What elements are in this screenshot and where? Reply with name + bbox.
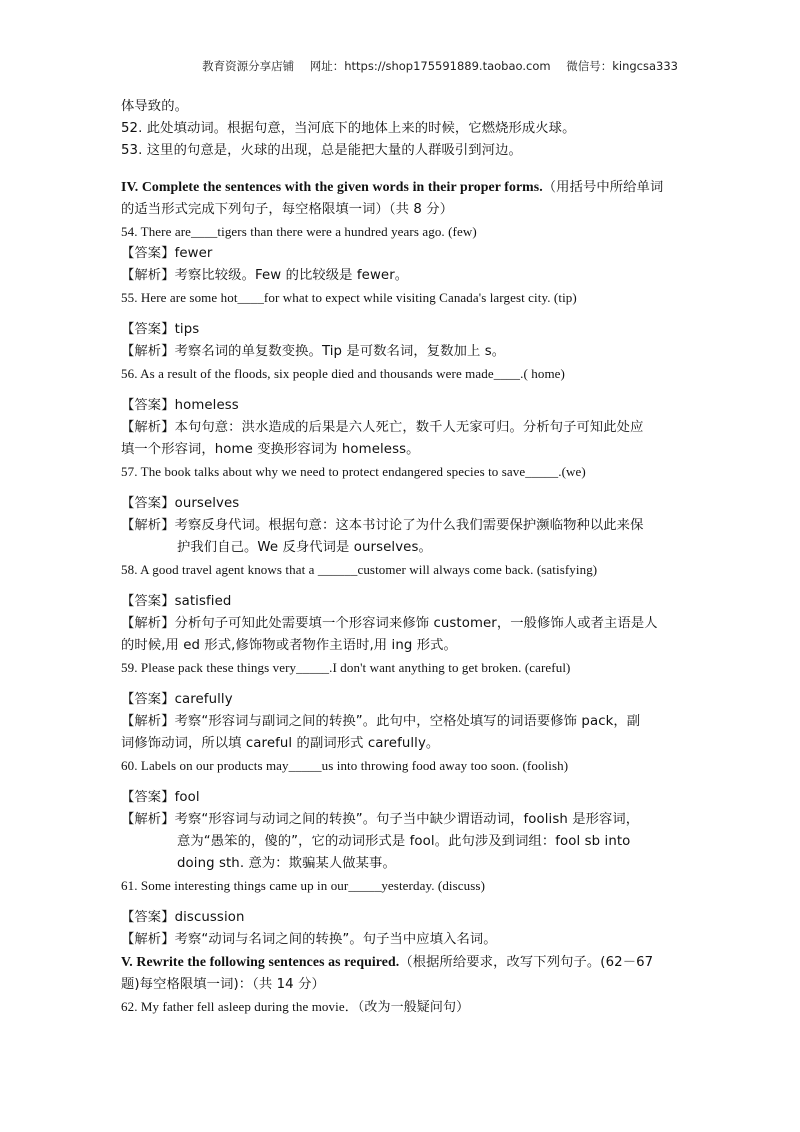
- explanation-59-cont: 词修饰动词，所以填 careful 的副词形式 carefully。: [121, 736, 440, 751]
- explanation-58-cont: 的时候,用 ed 形式,修饰物或者物作主语时,用 ing 形式。: [121, 638, 457, 653]
- explanation-60-cont2: doing sth. 意为：欺骗某人做某事。: [177, 856, 396, 871]
- question-61: 61. Some interesting things came up in our_____yesterday. (discuss): [121, 878, 486, 893]
- question-59: 59. Please pack these things very_____.I don't want anything to get broken. (careful): [121, 660, 571, 675]
- section-heading-iv: [121, 176, 681, 199]
- answer-61: 【答案】discussion: [121, 910, 245, 925]
- question-56: 56. As a result of the floods, six people died and thousands were made____.( home): [121, 366, 565, 381]
- text-line: 52. 此处填动词。根据句意，当河底下的地体上来的时候，它燃烧形成火球。: [121, 121, 576, 136]
- question-62: 62. My father fell asleep during the movie．（改为一般疑问句）: [121, 999, 470, 1014]
- section-v-instruction-cont: 题)每空格限填一词)：（共 14 分）: [121, 977, 325, 992]
- question-57: 57. The book talks about why we need to protect endangered species to save_____.(we): [121, 464, 586, 479]
- document-body: [121, 96, 681, 1018]
- explanation-60-cont: 意为“愚笨的，傻的”，它的动词形式是 fool。此句涉及到词组：fool sb into: [177, 834, 631, 849]
- explanation-56-cont: 填一个形容词，home 变换形容词为 homeless。: [121, 442, 420, 457]
- explanation-56: 【解析】本句句意：洪水造成的后果是六人死亡，数千人无家可归。分析句子可知此处应: [121, 420, 644, 435]
- answer-57: 【答案】ourselves: [121, 496, 240, 511]
- section-v-instruction: （根据所给要求，改写下列句子。(62－67: [399, 955, 654, 970]
- section-iv-instruction: （用括号中所给单词: [542, 180, 664, 195]
- question-60: 60. Labels on our products may_____us into throwing food away too soon. (foolish): [121, 758, 569, 773]
- explanation-60: 【解析】考察“形容词与动词之间的转换”。句子当中缺少谓语动词，foolish 是形容词，: [121, 812, 640, 827]
- url-label: [310, 59, 551, 73]
- explanation-57: 【解析】考察反身代词。根据句意：这本书讨论了为什么我们需要保护濒临物种以此来保: [121, 518, 644, 533]
- explanation-59: 【解析】考察“形容词与副词之间的转换”。此句中，空格处填写的词语要修饰 pack，副: [121, 714, 641, 729]
- text-line: 体导致的。: [121, 99, 188, 114]
- answer-54: 【答案】fewer: [121, 246, 213, 261]
- url-label-text: 网址：: [309, 59, 345, 73]
- explanation-58: 【解析】分析句子可知此处需要填一个形容词来修饰 customer，一般修饰人或者主语是人: [121, 616, 658, 631]
- answer-55: 【答案】tips: [121, 322, 200, 337]
- answer-59: 【答案】carefully: [121, 692, 233, 707]
- section-iv-title: IV. Complete the sentences with the given words in their proper forms.: [121, 179, 543, 194]
- shop-name: 教育资源分享店铺: [202, 59, 295, 73]
- wechat-id: kingcsa333: [612, 59, 678, 73]
- section-heading-v: [121, 951, 681, 974]
- answer-60: 【答案】fool: [121, 790, 200, 805]
- section-v-title: V. Rewrite the following sentences as required.: [121, 954, 400, 969]
- explanation-57-cont: 护我们自己。We 反身代词是 ourselves。: [177, 540, 432, 555]
- question-58: 58. A good travel agent knows that a ______customer will always come back. (satisfying): [121, 562, 598, 577]
- question-55: 55. Here are some hot____for what to expect while visiting Canada's largest city. (tip): [121, 290, 577, 305]
- explanation-61: 【解析】考察“动词与名词之间的转换”。句子当中应填入名词。: [121, 932, 497, 947]
- answer-58: 【答案】satisfied: [121, 594, 232, 609]
- explanation-55: 【解析】考察名词的单复数变换。Tip 是可数名词，复数加上 s。: [121, 344, 506, 359]
- wechat: [566, 59, 678, 73]
- shop-url[interactable]: https://shop175591889.taobao.com: [344, 59, 551, 73]
- explanation-54: 【解析】考察比较级。Few 的比较级是 fewer。: [121, 268, 409, 283]
- text-line: 53. 这里的句意是，火球的出现，总是能把大量的人群吸引到河边。: [121, 143, 522, 158]
- page-header: [202, 58, 678, 74]
- answer-56: 【答案】homeless: [121, 398, 239, 413]
- section-iv-instruction-cont: 的适当形式完成下列句子，每空格限填一词）（共 8 分）: [121, 202, 454, 217]
- question-54: 54. There are____tigers than there were a hundred years ago. (few): [121, 224, 477, 239]
- wechat-label: 微信号：: [566, 59, 613, 73]
